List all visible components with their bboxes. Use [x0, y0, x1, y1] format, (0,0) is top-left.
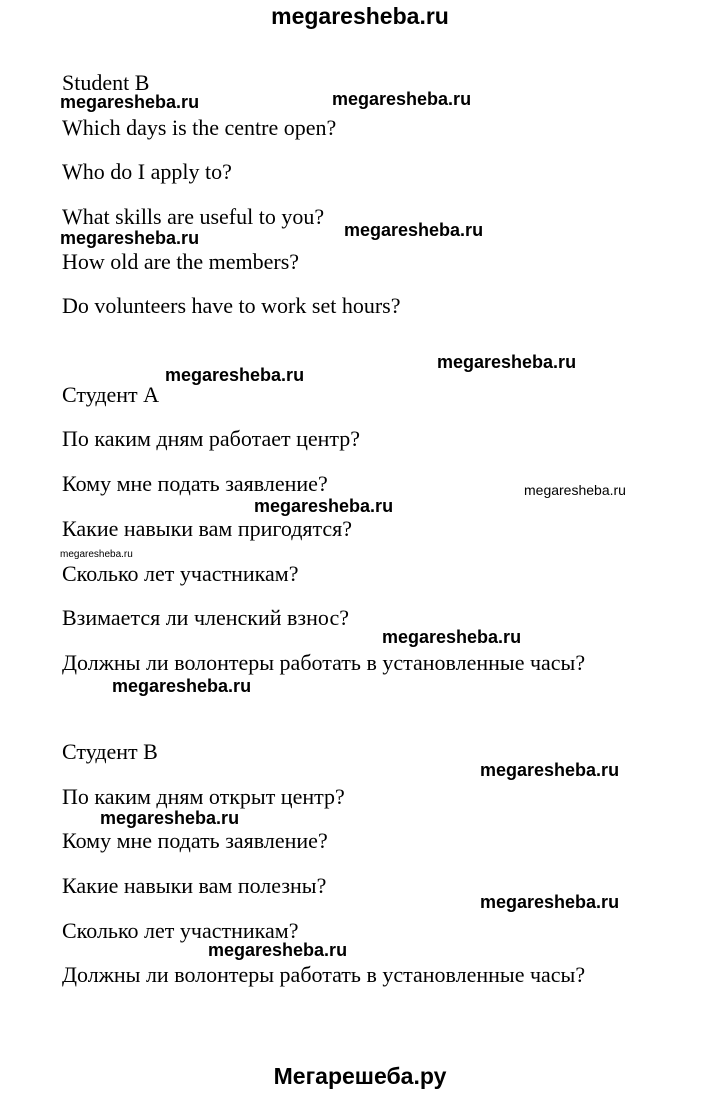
watermark: megaresheba.ru [344, 220, 484, 240]
question-line: Do volunteers have to work set hours? [62, 293, 401, 318]
question-line: Сколько лет участникам? [62, 918, 299, 943]
student-b-ru-heading: Студент B [62, 739, 158, 764]
question-line: Which days is the centre open? [62, 115, 337, 140]
watermark: megaresheba.ru [60, 549, 133, 560]
watermark: megaresheba.ru [382, 627, 522, 647]
question-line: Кому мне подать заявление? [62, 828, 328, 853]
watermark: megaresheba.ru [254, 496, 394, 516]
watermark: megaresheba.ru [112, 676, 252, 696]
question-line: How old are the members? [62, 249, 300, 274]
watermark: megaresheba.ru [208, 940, 348, 960]
site-header: megaresheba.ru [271, 3, 449, 29]
watermark: megaresheba.ru [480, 892, 620, 912]
watermark: megaresheba.ru [480, 760, 620, 780]
watermark: megaresheba.ru [60, 92, 200, 112]
watermark: megaresheba.ru [332, 89, 472, 109]
watermark: megaresheba.ru [60, 228, 200, 248]
question-line: Сколько лет участникам? [62, 561, 299, 586]
question-line: Какие навыки вам полезны? [62, 873, 327, 898]
watermark: megaresheba.ru [437, 352, 577, 372]
question-line: Who do I apply to? [62, 159, 232, 184]
watermark: megaresheba.ru [524, 482, 626, 498]
site-footer: Мегарешеба.ру [273, 1063, 447, 1089]
question-line: Должны ли волонтеры работать в установленные часы? [62, 962, 586, 987]
watermark: megaresheba.ru [165, 365, 305, 385]
question-line: По каким дням открыт центр? [62, 784, 345, 809]
question-line: What skills are useful to you? [62, 204, 325, 229]
watermark: megaresheba.ru [100, 808, 240, 828]
question-line: Должны ли волонтеры работать в установленные часы? [62, 650, 586, 675]
question-line: По каким дням работает центр? [62, 426, 361, 451]
student-b-heading: Student B [62, 70, 150, 95]
question-line: Кому мне подать заявление? [62, 471, 328, 496]
student-a-ru-heading: Студент A [62, 382, 160, 407]
question-line: Какие навыки вам пригодятся? [62, 516, 353, 541]
question-line: Взимается ли членский взнос? [62, 605, 349, 630]
